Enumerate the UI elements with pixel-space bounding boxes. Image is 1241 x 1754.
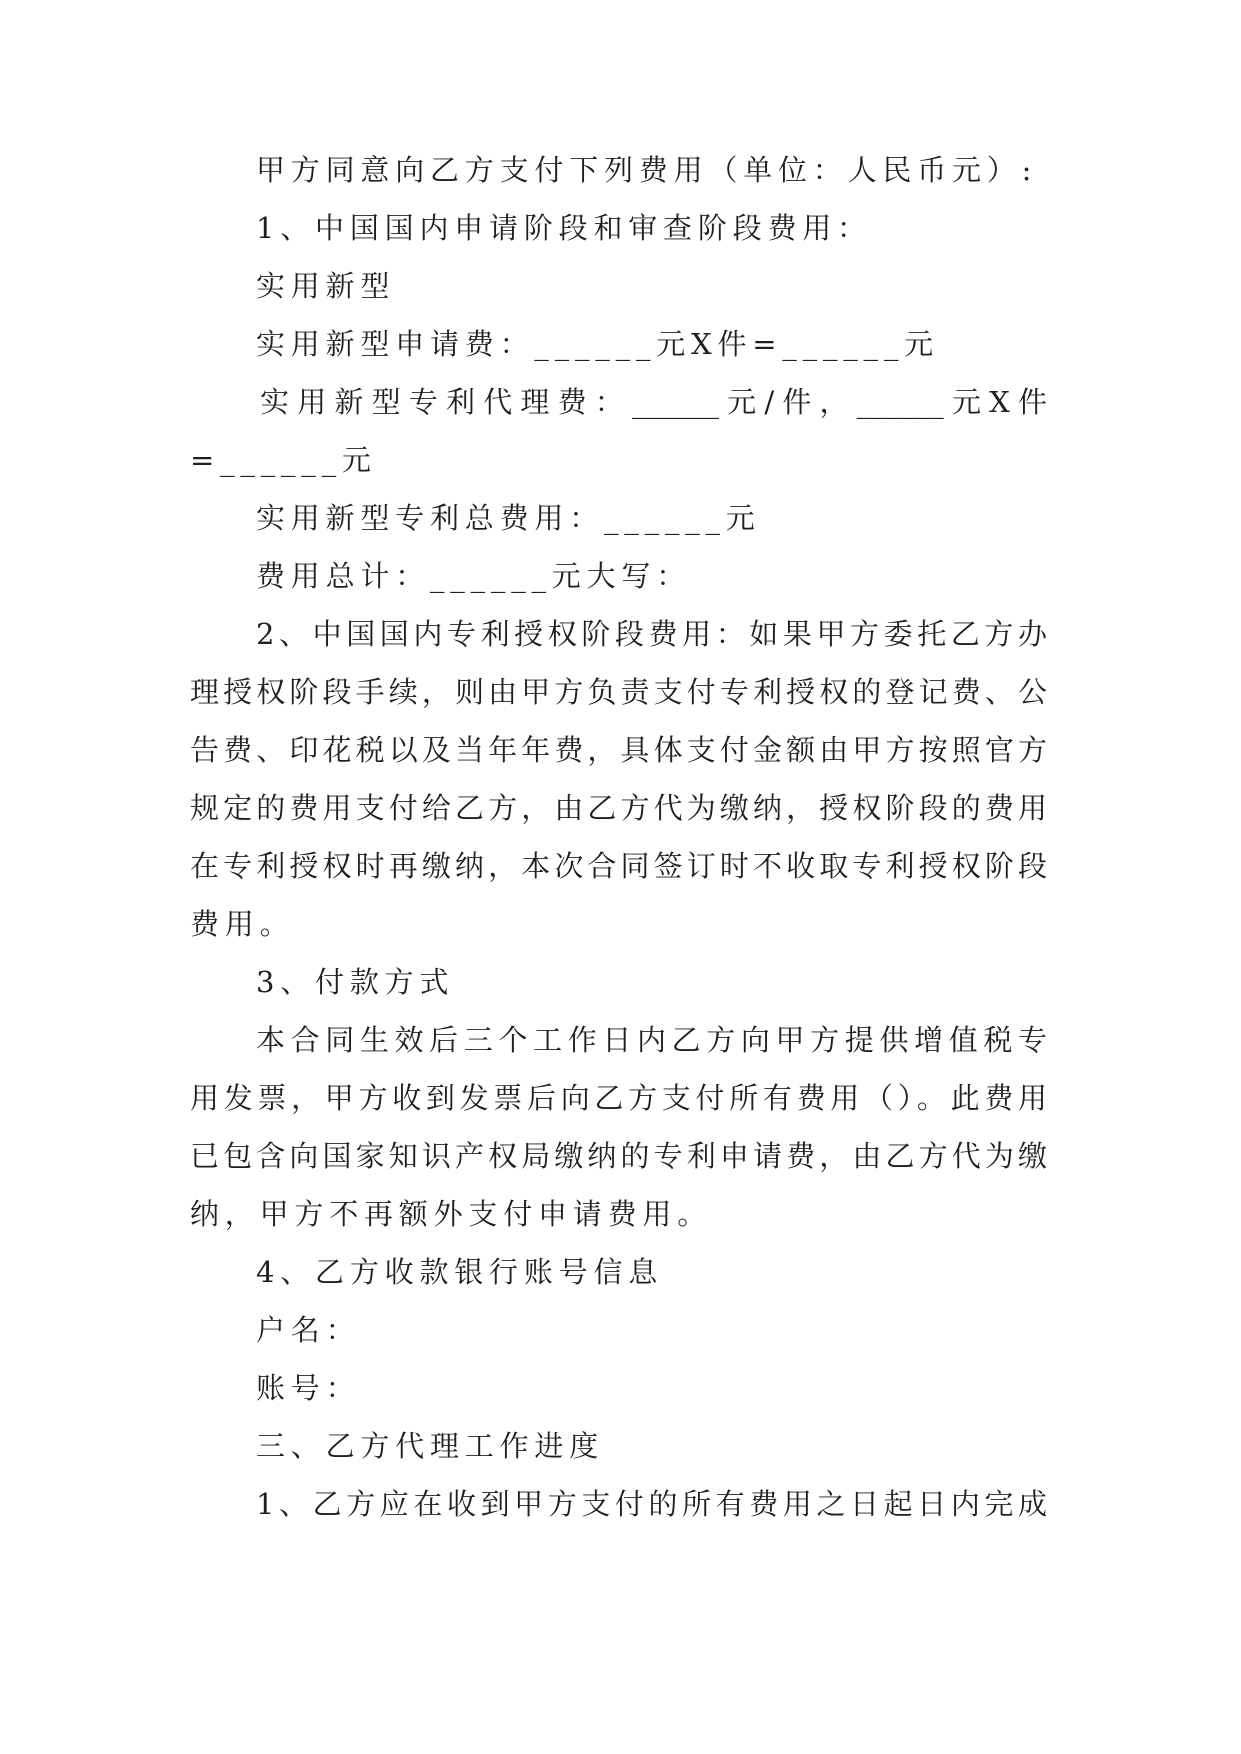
chapter-3-item-1: 1、乙方应在收到甲方支付的所有费用之日起日内完成 bbox=[256, 1487, 1047, 1521]
section-2-line-2: 理授权阶段手续，则由甲方负责支付专利授权的登记费、公 bbox=[190, 675, 1047, 709]
account-name-label: 户名： bbox=[256, 1313, 361, 1347]
section-3-line-2: 用发票，甲方收到发票后向乙方支付所有费用（）。此费用 bbox=[190, 1081, 1047, 1115]
fee-intro: 甲方同意向乙方支付下列费用（单位：人民币元）: bbox=[256, 153, 1038, 187]
grand-total-fee: 费用总计：______元大写： bbox=[256, 559, 692, 593]
section-2-line-1: 2、中国国内专利授权阶段费用：如果甲方委托乙方办 bbox=[256, 617, 1047, 651]
utility-model-label: 实用新型 bbox=[256, 269, 396, 303]
agency-fee-line: 实用新型专利代理费：______元/件，______元X件 bbox=[260, 385, 1047, 419]
section-3-line-1: 本合同生效后三个工作日内乙方向甲方提供增值税专 bbox=[256, 1023, 1047, 1057]
section-2-line-6: 费用。 bbox=[190, 907, 295, 941]
section-2-line-4: 规定的费用支付给乙方，由乙方代为缴纳，授权阶段的费用 bbox=[190, 791, 1047, 825]
application-fee-line: 实用新型申请费：______元X件=______元 bbox=[256, 327, 939, 361]
agency-fee-total: =______元 bbox=[190, 443, 377, 477]
section-3-heading: 3、付款方式 bbox=[256, 965, 455, 999]
account-number-label: 账号： bbox=[256, 1371, 361, 1405]
section-2-line-3: 告费、印花税以及当年年费，具体支付金额由甲方按照官方 bbox=[190, 733, 1047, 767]
chapter-3-heading: 三、乙方代理工作进度 bbox=[256, 1429, 605, 1463]
section-3-line-4: 纳，甲方不再额外支付申请费用。 bbox=[190, 1197, 713, 1231]
utility-total-fee: 实用新型专利总费用：______元 bbox=[256, 501, 761, 535]
section-1-heading: 1、中国国内申请阶段和审查阶段费用： bbox=[256, 211, 872, 245]
section-3-line-3: 已包含向国家知识产权局缴纳的专利申请费，由乙方代为缴 bbox=[190, 1139, 1047, 1173]
section-4-heading: 4、乙方收款银行账号信息 bbox=[256, 1255, 664, 1289]
section-2-line-5: 在专利授权时再缴纳，本次合同签订时不收取专利授权阶段 bbox=[190, 849, 1047, 883]
